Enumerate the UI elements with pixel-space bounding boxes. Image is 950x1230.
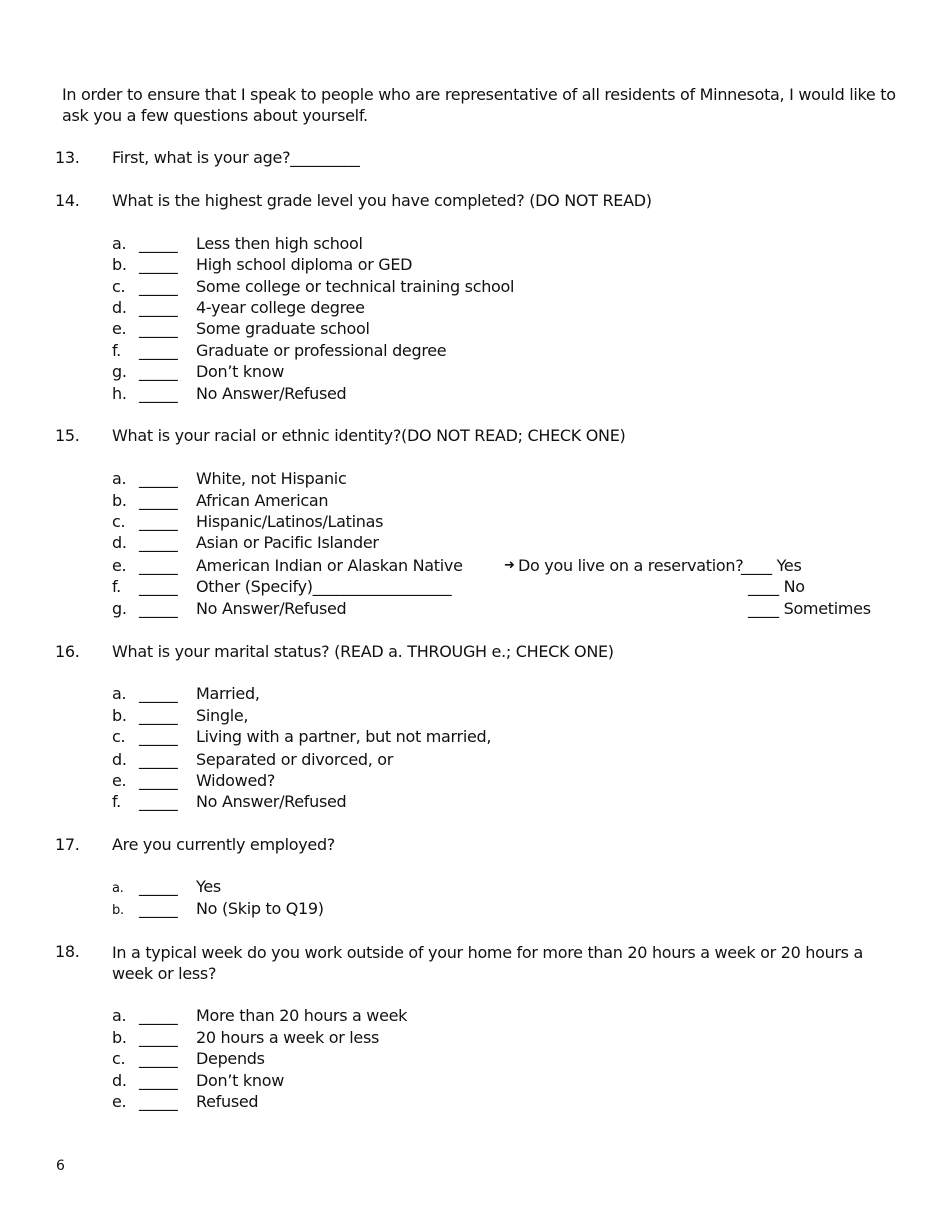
- followup-answer-sometimes[interactable]: ____ Sometimes: [748, 599, 871, 618]
- answer-blank[interactable]: _____: [139, 750, 178, 769]
- answer-blank[interactable]: _____: [139, 1071, 178, 1090]
- option-letter: e.: [112, 319, 127, 338]
- option-label: Asian or Pacific Islander: [196, 533, 379, 552]
- answer-blank[interactable]: _____: [139, 877, 178, 896]
- question-text: What is your racial or ethnic identity?(DO NOT READ; CHECK ONE): [112, 426, 626, 445]
- answer-blank[interactable]: _____: [139, 771, 178, 790]
- followup-question: Do you live on a reservation?: [518, 556, 744, 575]
- option-letter: b.: [112, 255, 127, 274]
- answer-blank[interactable]: _____: [139, 384, 178, 403]
- option-label: White, not Hispanic: [196, 469, 347, 488]
- option-letter: c.: [112, 727, 126, 746]
- answer-blank[interactable]: _____: [139, 491, 178, 510]
- answer-blank[interactable]: _____: [139, 706, 178, 725]
- option-letter: e.: [112, 556, 127, 575]
- answer-blank[interactable]: _____: [139, 727, 178, 746]
- option-letter: c.: [112, 512, 126, 531]
- option-letter: a.: [112, 881, 124, 896]
- answer-blank[interactable]: _____: [139, 556, 178, 575]
- answer-blank[interactable]: _____: [139, 1049, 178, 1068]
- answer-blank[interactable]: _____: [139, 512, 178, 531]
- option-label: Refused: [196, 1092, 259, 1111]
- answer-blank[interactable]: _____: [139, 599, 178, 618]
- option-letter: a.: [112, 684, 127, 703]
- option-letter: a.: [112, 234, 127, 253]
- answer-blank[interactable]: _____: [139, 277, 178, 296]
- answer-blank[interactable]: _____: [139, 792, 178, 811]
- option-letter: c.: [112, 1049, 126, 1068]
- answer-blank[interactable]: _____: [139, 684, 178, 703]
- option-label: More than 20 hours a week: [196, 1006, 408, 1025]
- answer-blank[interactable]: _____: [139, 469, 178, 488]
- option-label: Don’t know: [196, 362, 284, 381]
- option-label: Graduate or professional degree: [196, 341, 447, 360]
- option-label: African American: [196, 491, 329, 510]
- option-label: Some college or technical training school: [196, 277, 515, 296]
- option-letter: h.: [112, 384, 127, 403]
- option-letter: b.: [112, 903, 124, 918]
- option-letter: d.: [112, 1071, 127, 1090]
- answer-blank[interactable]: _____: [139, 319, 178, 338]
- question-text: What is the highest grade level you have completed? (DO NOT READ): [112, 191, 652, 210]
- option-letter: a.: [112, 469, 127, 488]
- option-label: Widowed?: [196, 771, 276, 790]
- option-label: Depends: [196, 1049, 265, 1068]
- option-label: 4-year college degree: [196, 298, 365, 317]
- answer-blank[interactable]: _____: [139, 1006, 178, 1025]
- intro-paragraph: In order to ensure that I speak to people who are representative of all residents of Minnesota, I would like to ask you a few questions about yourself.: [62, 85, 896, 125]
- arrow-right-icon: ➜: [504, 558, 515, 573]
- option-label: Yes: [196, 877, 221, 896]
- option-letter: g.: [112, 599, 127, 618]
- answer-blank[interactable]: _____: [139, 1028, 178, 1047]
- page-number: 6: [56, 1158, 65, 1174]
- option-label: High school diploma or GED: [196, 255, 413, 274]
- answer-blank[interactable]: _____: [139, 362, 178, 381]
- option-letter: c.: [112, 277, 126, 296]
- option-label: Single,: [196, 706, 249, 725]
- answer-blank[interactable]: _____: [139, 533, 178, 552]
- answer-blank[interactable]: _____: [139, 234, 178, 253]
- option-letter: b.: [112, 706, 127, 725]
- followup-answer-no[interactable]: ____ No: [748, 577, 805, 596]
- question-number: 14.: [55, 191, 80, 210]
- option-label: American Indian or Alaskan Native: [196, 556, 463, 575]
- option-letter: f.: [112, 341, 121, 360]
- option-label: Less then high school: [196, 234, 363, 253]
- followup-answer-yes[interactable]: ____ Yes: [741, 556, 802, 575]
- option-label: Living with a partner, but not married,: [196, 727, 492, 746]
- option-label: Separated or divorced, or: [196, 750, 394, 769]
- option-label: Don’t know: [196, 1071, 284, 1090]
- option-letter: d.: [112, 298, 127, 317]
- question-number: 18.: [55, 942, 80, 961]
- option-label: 20 hours a week or less: [196, 1028, 380, 1047]
- answer-blank[interactable]: _____: [139, 341, 178, 360]
- option-label: No Answer/Refused: [196, 792, 347, 811]
- option-letter: d.: [112, 533, 127, 552]
- option-letter: e.: [112, 1092, 127, 1111]
- option-letter: f.: [112, 577, 121, 596]
- question-text: In a typical week do you work outside of your home for more than 20 hours a week or 20 hours a week or less?: [112, 943, 864, 983]
- option-label: No Answer/Refused: [196, 599, 347, 618]
- option-letter: f.: [112, 792, 121, 811]
- question-number: 13.: [55, 148, 80, 167]
- option-label: Married,: [196, 684, 260, 703]
- answer-blank[interactable]: _____: [139, 298, 178, 317]
- option-label: No (Skip to Q19): [196, 899, 324, 918]
- answer-blank[interactable]: _____: [139, 577, 178, 596]
- option-letter: b.: [112, 491, 127, 510]
- option-letter: d.: [112, 750, 127, 769]
- answer-blank[interactable]: _____: [139, 255, 178, 274]
- question-text: What is your marital status? (READ a. THROUGH e.; CHECK ONE): [112, 642, 614, 661]
- question-text: First, what is your age?_________: [112, 148, 360, 167]
- option-label: Some graduate school: [196, 319, 370, 338]
- question-number: 16.: [55, 642, 80, 661]
- option-label: Other (Specify)__________________: [196, 577, 452, 596]
- option-letter: b.: [112, 1028, 127, 1047]
- answer-blank[interactable]: _____: [139, 899, 178, 918]
- option-label: No Answer/Refused: [196, 384, 347, 403]
- question-number: 15.: [55, 426, 80, 445]
- option-letter: e.: [112, 771, 127, 790]
- question-number: 17.: [55, 835, 80, 854]
- option-letter: a.: [112, 1006, 127, 1025]
- question-text: Are you currently employed?: [112, 835, 335, 854]
- option-label: Hispanic/Latinos/Latinas: [196, 512, 384, 531]
- answer-blank[interactable]: _____: [139, 1092, 178, 1111]
- option-letter: g.: [112, 362, 127, 381]
